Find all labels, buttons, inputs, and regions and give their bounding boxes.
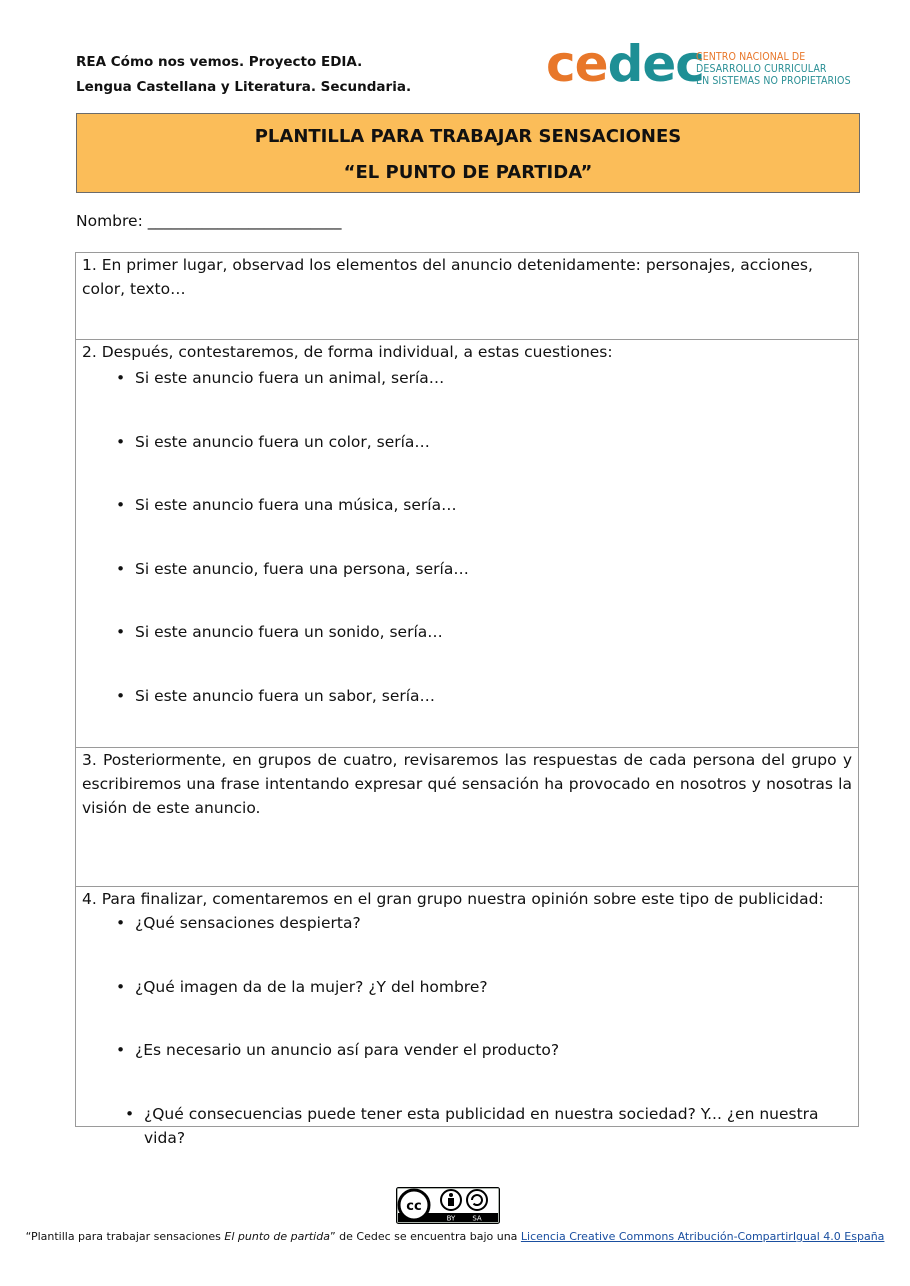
document-header	[76, 50, 411, 100]
question-1-text: 1. En primer lugar, observad los elementos del anuncio detenidamente: personajes, acciones, color, texto…	[82, 256, 813, 298]
cedec-logo	[546, 35, 866, 94]
question-3-text: 3. Posteriormente, en grupos de cuatro, revisaremos las respuestas de cada persona del grupo y escribiremos una frase intentando expresar qué sensación ha provocado en nosotros y nosotras la visión de este anuncio.	[82, 751, 852, 817]
list-item: • Si este anuncio fuera un sabor, sería…	[82, 684, 852, 748]
svg-text:BY: BY	[446, 1214, 456, 1223]
sa-icon	[467, 1190, 487, 1210]
title-line-1: PLANTILLA PARA TRABAJAR SENSACIONES	[254, 126, 682, 147]
list-item: • ¿Qué consecuencias puede tener esta publicidad en nuestra sociedad? Y... ¿en nuestra vida?	[82, 1102, 852, 1126]
list-item: • Si este anuncio, fuera una persona, sería…	[82, 557, 852, 621]
question-4	[76, 887, 859, 1147]
svg-text:SA: SA	[472, 1214, 482, 1223]
question-2-list	[82, 366, 852, 747]
question-2	[76, 340, 859, 748]
header-line-2: Lengua Castellana y Literatura. Secundaria.	[76, 79, 412, 95]
license-footer: “Plantilla para trabajar sensaciones El punto de partida” de Cedec se encuentra bajo una Licencia Creative Commons Atribución-CompartirIgual 4.0 España	[25, 1230, 885, 1243]
name-field: Nombre: _________________________	[76, 212, 342, 230]
question-4-text: 4. Para finalizar, comentaremos en el gran grupo nuestra opinión sobre este tipo de publicidad:	[82, 890, 824, 908]
list-item: • ¿Qué imagen da de la mujer? ¿Y del hombre?	[82, 975, 852, 1039]
title-line-2: “EL PUNTO DE PARTIDA”	[343, 162, 593, 183]
question-1	[76, 253, 859, 340]
header-line-1: REA Cómo nos vemos. Proyecto EDIA.	[76, 54, 363, 70]
question-2-text: 2. Después, contestaremos, de forma individual, a estas cuestiones:	[82, 343, 613, 361]
list-item: • ¿Es necesario un anuncio así para vender el producto?	[82, 1038, 852, 1102]
list-item: • Si este anuncio fuera una música, sería…	[82, 493, 852, 557]
question-4-list	[82, 911, 852, 1147]
license-link[interactable]: Licencia Creative Commons Atribución-CompartirIgual 4.0 España	[520, 1230, 885, 1243]
question-3	[76, 748, 859, 887]
logo-wordmark: cedec	[546, 35, 704, 93]
svg-text:cc: cc	[406, 1199, 422, 1214]
list-item: • Si este anuncio fuera un sonido, sería…	[82, 620, 852, 684]
questions-table	[75, 252, 859, 1147]
cc-by-sa-badge	[396, 1187, 500, 1224]
list-item: • Si este anuncio fuera un animal, sería…	[82, 366, 852, 430]
list-item: • ¿Qué sensaciones despierta?	[82, 911, 852, 975]
title-box	[76, 113, 860, 193]
list-item: • Si este anuncio fuera un color, sería…	[82, 430, 852, 494]
logo-subtitle: CENTRO NACIONAL DE DESARROLLO CURRICULAR EN SISTEMAS NO PROPIETARIOS	[696, 51, 851, 87]
